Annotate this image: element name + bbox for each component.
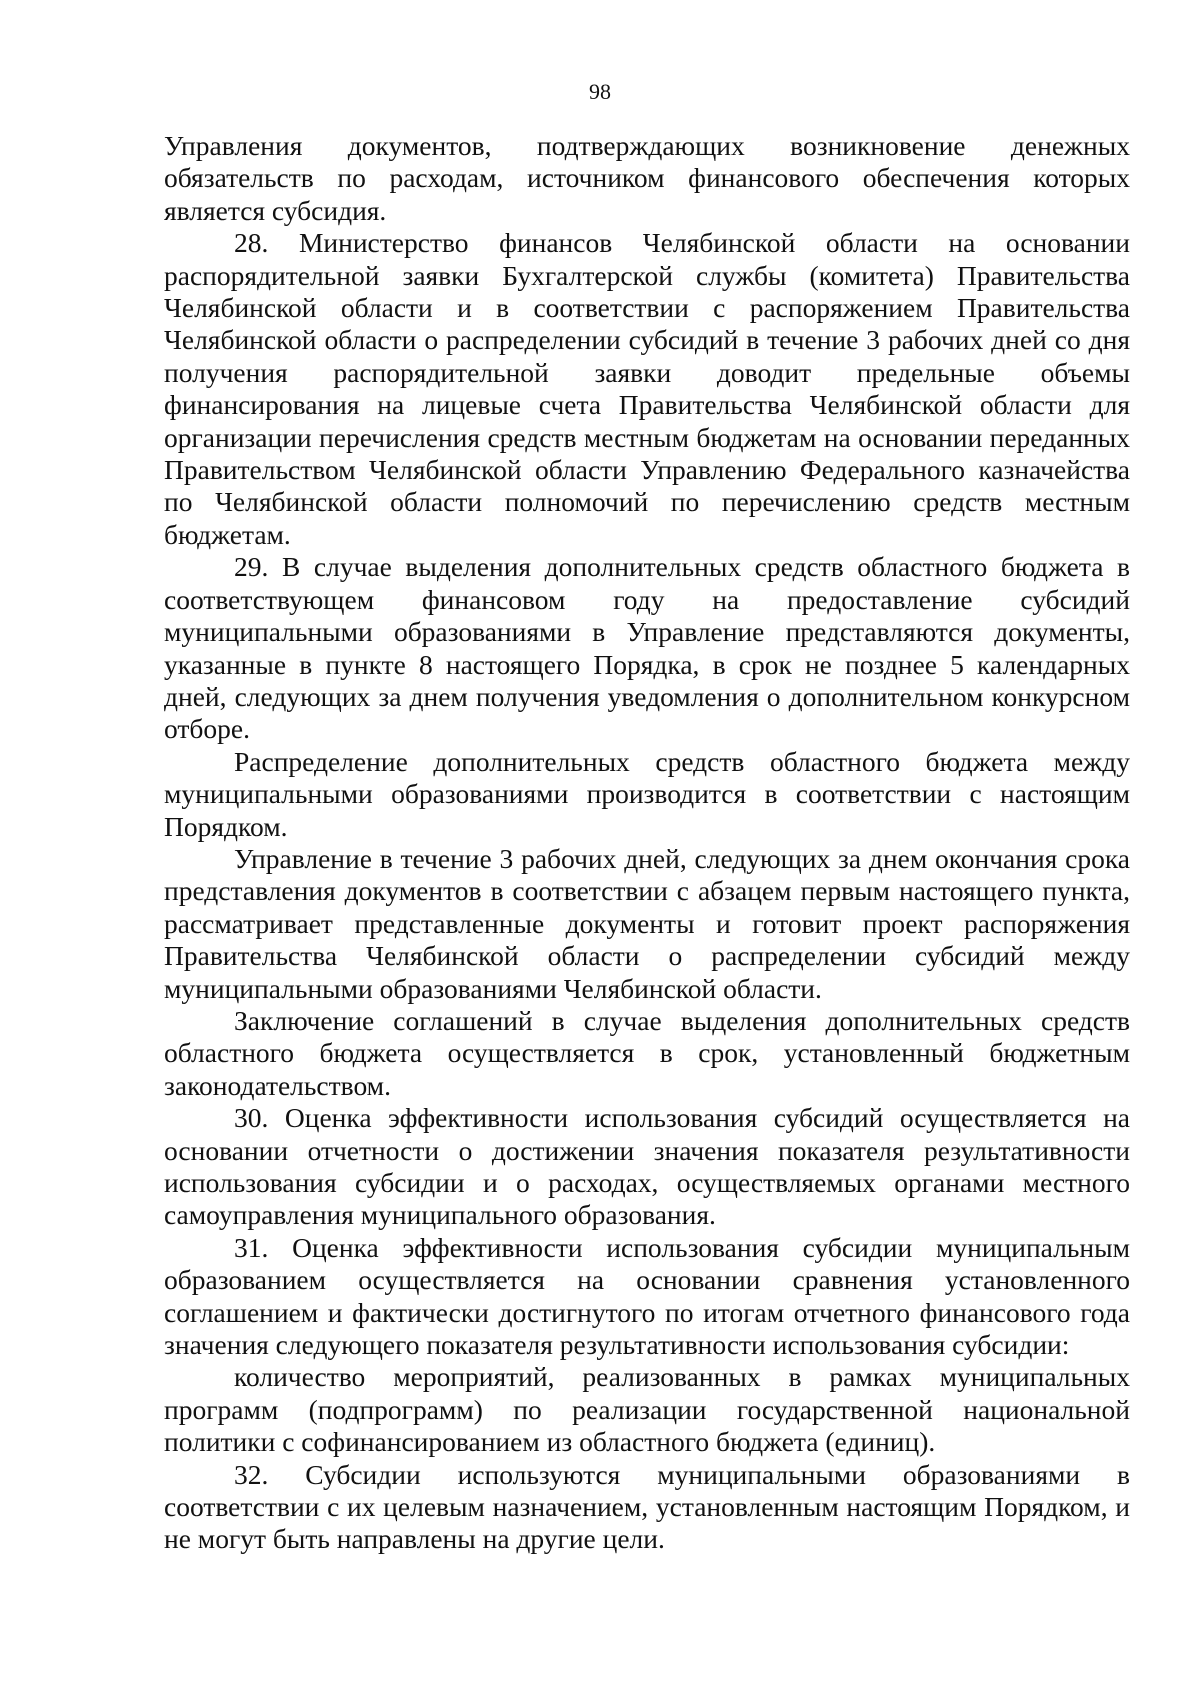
paragraph-item-29: 29. В случае выделения дополнительных средств областного бюджета в соответствующем финансовом году на предоставление субсидий муниципальными образованиями в Управление представляются документы, указанные в пункте 8 настоящего Порядка, в срок не позднее 5 календарных дней, следующих за днем получения уведомления о дополнительном конкурсном отборе. xyxy=(164,551,1130,745)
paragraph-item-28: 28. Министерство финансов Челябинской области на основании распорядительной заявки Бухгалтерской службы (комитета) Правительства Челябинской области и в соответствии с распоряжением Правительства Челябинской области о распределении субсидий в течение 3 рабочих дней со дня получения распорядительной заявки доводит предельные объемы финансирования на лицевые счета Правительства Челябинской области для организации перечисления средств местным бюджетам на основании переданных Правительством Челябинской области Управлению Федерального казначейства по Челябинской области полномочий по перечислению средств местным бюджетам. xyxy=(164,227,1130,550)
paragraph-distribution: Распределение дополнительных средств областного бюджета между муниципальными образованиями производится в соответствии с настоящим Порядком. xyxy=(164,745,1130,842)
paragraph-item-31: 31. Оценка эффективности использования субсидии муниципальным образованием осуществляется на основании сравнения установленного соглашением и фактически достигнутого по итогам отчетного финансового года значения следующего показателя результативности использования субсидии: xyxy=(164,1231,1130,1361)
page-number: 98 xyxy=(589,79,611,104)
document-body xyxy=(164,130,1130,1556)
paragraph-continuation: Управления документов, подтверждающих возникновение денежных обязательств по расходам, источником финансового обеспечения которых является субсидия. xyxy=(164,130,1130,226)
paragraph-indicator: количество мероприятий, реализованных в рамках муниципальных программ (подпрограмм) по реализации государственной национальной политики с софинансированием из областного бюджета (единиц). xyxy=(164,1361,1130,1458)
paragraph-agreements: Заключение соглашений в случае выделения дополнительных средств областного бюджета осуществляется в срок, установленный бюджетным законодательством. xyxy=(164,1004,1130,1101)
paragraph-item-30: 30. Оценка эффективности использования субсидий осуществляется на основании отчетности о достижении значения показателя результативности использования субсидии и о расходах, осуществляемых органами местного самоуправления муниципального образования. xyxy=(164,1102,1130,1231)
paragraph-review: Управление в течение 3 рабочих дней, следующих за днем окончания срока представления документов в соответствии с абзацем первым настоящего пункта, рассматривает представленные документы и готовит проект распоряжения Правительства Челябинской области о распределении субсидий между муниципальными образованиями Челябинской области. xyxy=(164,842,1130,1004)
paragraph-item-32: 32. Субсидии используются муниципальными образованиями в соответствии с их целевым назначением, установленным настоящим Порядком, и не могут быть направлены на другие цели. xyxy=(164,1458,1130,1555)
